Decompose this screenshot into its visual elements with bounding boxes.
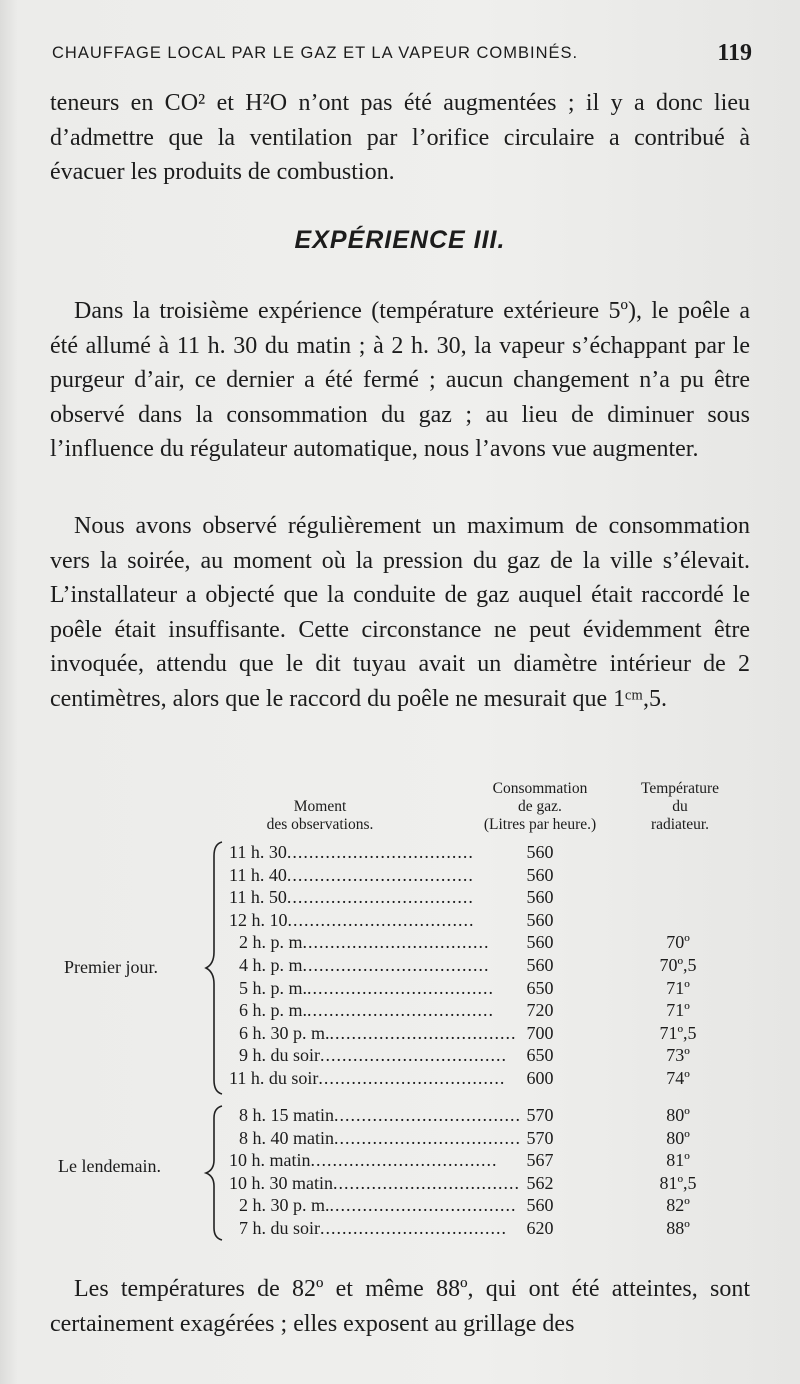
row-consumption: 562	[526, 1172, 554, 1193]
leader-dots: ..................................	[320, 1218, 507, 1238]
row-moment	[229, 1044, 507, 1066]
row-moment	[229, 841, 473, 863]
row-consumption: 560	[526, 887, 554, 908]
row-consumption: 570	[526, 1127, 554, 1148]
row-moment	[229, 954, 490, 976]
leader-dots: ..................................	[334, 1127, 521, 1148]
row-moment	[229, 886, 473, 908]
row-moment	[229, 1149, 498, 1171]
row-moment	[229, 1022, 517, 1044]
row-temperature: 71º,5	[659, 1022, 697, 1043]
row-consumption: 570	[526, 1105, 554, 1125]
row-consumption: 620	[526, 1218, 554, 1238]
moment-text: 12 h. 10	[229, 909, 288, 930]
row-temperature: 74º	[666, 1068, 690, 1088]
leader-dots: ..................................	[307, 977, 495, 998]
brace-next-day	[202, 1104, 226, 1242]
row-moment	[229, 999, 495, 1021]
moment-text: 10 h. 30 matin	[229, 1172, 333, 1193]
row-moment	[229, 1194, 517, 1216]
leader-dots: ..................................	[287, 909, 475, 930]
leader-dots: ..................................	[286, 842, 474, 862]
row-temperature: 73º	[666, 1045, 690, 1066]
leader-dots: ..................................	[302, 955, 490, 975]
row-moment	[229, 931, 490, 953]
row-temperature: 81º,5	[659, 1172, 697, 1193]
moment-text: 5 h. p. m.	[239, 977, 308, 998]
moment-text: 2 h. 30 p. m.	[239, 1195, 330, 1216]
row-consumption: 567	[526, 1150, 554, 1171]
moment-text: 11 h. 40	[229, 864, 287, 885]
row-consumption: 560	[526, 909, 554, 930]
moment-text: 10 h. matin	[229, 1150, 311, 1171]
row-moment	[229, 1127, 521, 1149]
moment-text: 9 h. du soir	[239, 1045, 320, 1066]
leader-dots: ..................................	[333, 1172, 520, 1193]
leader-dots: ..................................	[334, 1105, 521, 1125]
leader-dots: ..................................	[307, 1000, 495, 1021]
row-consumption: 650	[526, 977, 554, 998]
paragraph-observations: Nous avons observé régulièrement un maximum de consommation vers la soirée, au moment où la pression du gaz de la ville s’élevait. L’installateur a objecté que la conduite de gaz auquel était raccordé le poêle était insuffisante. Cette circonstance ne peut évidemment être invoquée, attendu que le dit tuyau avait un diamètre intérieur de 2 centimètres, alors que le raccord du poêle ne mesurait que 1ᶜᵐ,5.	[50, 513, 750, 712]
row-moment	[229, 977, 495, 999]
moment-text: 11 h. du soir	[229, 1068, 319, 1088]
row-moment	[229, 1217, 507, 1239]
moment-text: 6 h. 30 p. m.	[239, 1022, 330, 1043]
leader-dots: ..................................	[286, 864, 474, 885]
moment-text: 4 h. p. m	[239, 955, 303, 975]
moment-text: 11 h. 50	[229, 887, 287, 908]
header-temperature: Température du radiateur.	[640, 780, 720, 833]
row-temperature: 81º	[666, 1150, 690, 1171]
moment-text: 2 h. p. m	[239, 932, 303, 953]
row-consumption: 560	[526, 864, 554, 885]
header-moment: Moment des observations.	[266, 798, 374, 833]
moment-text: 6 h. p. m.	[239, 1000, 308, 1021]
header-consumption: Consommation de gaz. (Litres par heure.)	[483, 780, 597, 833]
group-label-first-day: Premier jour.	[64, 957, 158, 977]
running-title: CHAUFFAGE LOCAL PAR LE GAZ ET LA VAPEUR COMBINÉS.	[52, 44, 579, 62]
row-moment	[229, 1067, 506, 1089]
row-moment	[229, 1104, 521, 1126]
moment-text: 8 h. 15 matin	[239, 1105, 334, 1125]
moment-text: 11 h. 30	[229, 842, 287, 862]
paragraph-continuation: teneurs en CO² et H²O n’ont pas été augmentées ; il y a donc lieu d’admettre que la ventilation par l’orifice circulaire a contribué à évacuer les produits de combustion.	[50, 90, 750, 186]
moment-text: 7 h. du soir	[239, 1218, 320, 1238]
row-consumption: 720	[526, 1000, 554, 1021]
row-consumption: 650	[526, 1045, 554, 1066]
leader-dots: ..................................	[318, 1068, 506, 1088]
row-consumption: 560	[526, 842, 554, 862]
row-temperature: 82º	[666, 1195, 690, 1216]
leader-dots: ..................................	[329, 1195, 517, 1216]
row-consumption: 700	[526, 1022, 554, 1043]
row-consumption: 600	[526, 1068, 554, 1088]
row-temperature: 80º	[666, 1105, 690, 1125]
leader-dots: ..................................	[329, 1022, 517, 1043]
row-consumption: 560	[526, 1195, 554, 1216]
row-consumption: 560	[526, 955, 554, 975]
paragraph-temperature-remark: Les températures de 82º et même 88º, qui ont été atteintes, sont certainement exagérées ; elles exposent au grillage des	[50, 1276, 750, 1337]
row-temperature: 70º,5	[659, 955, 697, 975]
row-moment	[229, 1172, 520, 1194]
row-consumption: 560	[526, 932, 554, 953]
leader-dots: ..................................	[310, 1150, 498, 1171]
brace-first-day	[202, 840, 226, 1096]
leader-dots: ..................................	[286, 887, 474, 908]
group-label-next-day: Le lendemain.	[58, 1156, 161, 1176]
leader-dots: ..................................	[320, 1045, 507, 1066]
row-temperature: 71º	[666, 1000, 690, 1021]
row-temperature: 88º	[666, 1218, 690, 1238]
row-moment	[229, 864, 473, 886]
row-moment	[229, 909, 473, 931]
row-temperature: 80º	[666, 1127, 690, 1148]
section-heading: EXPÉRIENCE III.	[294, 226, 506, 254]
row-temperature: 70º	[666, 932, 690, 953]
moment-text: 8 h. 40 matin	[239, 1127, 334, 1148]
row-temperature: 71º	[666, 977, 690, 998]
paragraph-experience-description: Dans la troisième expérience (température extérieure 5º), le poêle a été allumé à 11 h. 30 du matin ; à 2 h. 30, la vapeur s’échappant par le purgeur d’air, ce dernier a été fermé ; aucun changement n’a pu être observé dans la consommation du gaz ; au lieu de diminuer sous l’influence du régulateur automatique, nous l’avons vue augmenter.	[50, 298, 750, 463]
page-number: 119	[717, 40, 752, 66]
leader-dots: ..................................	[302, 932, 490, 953]
